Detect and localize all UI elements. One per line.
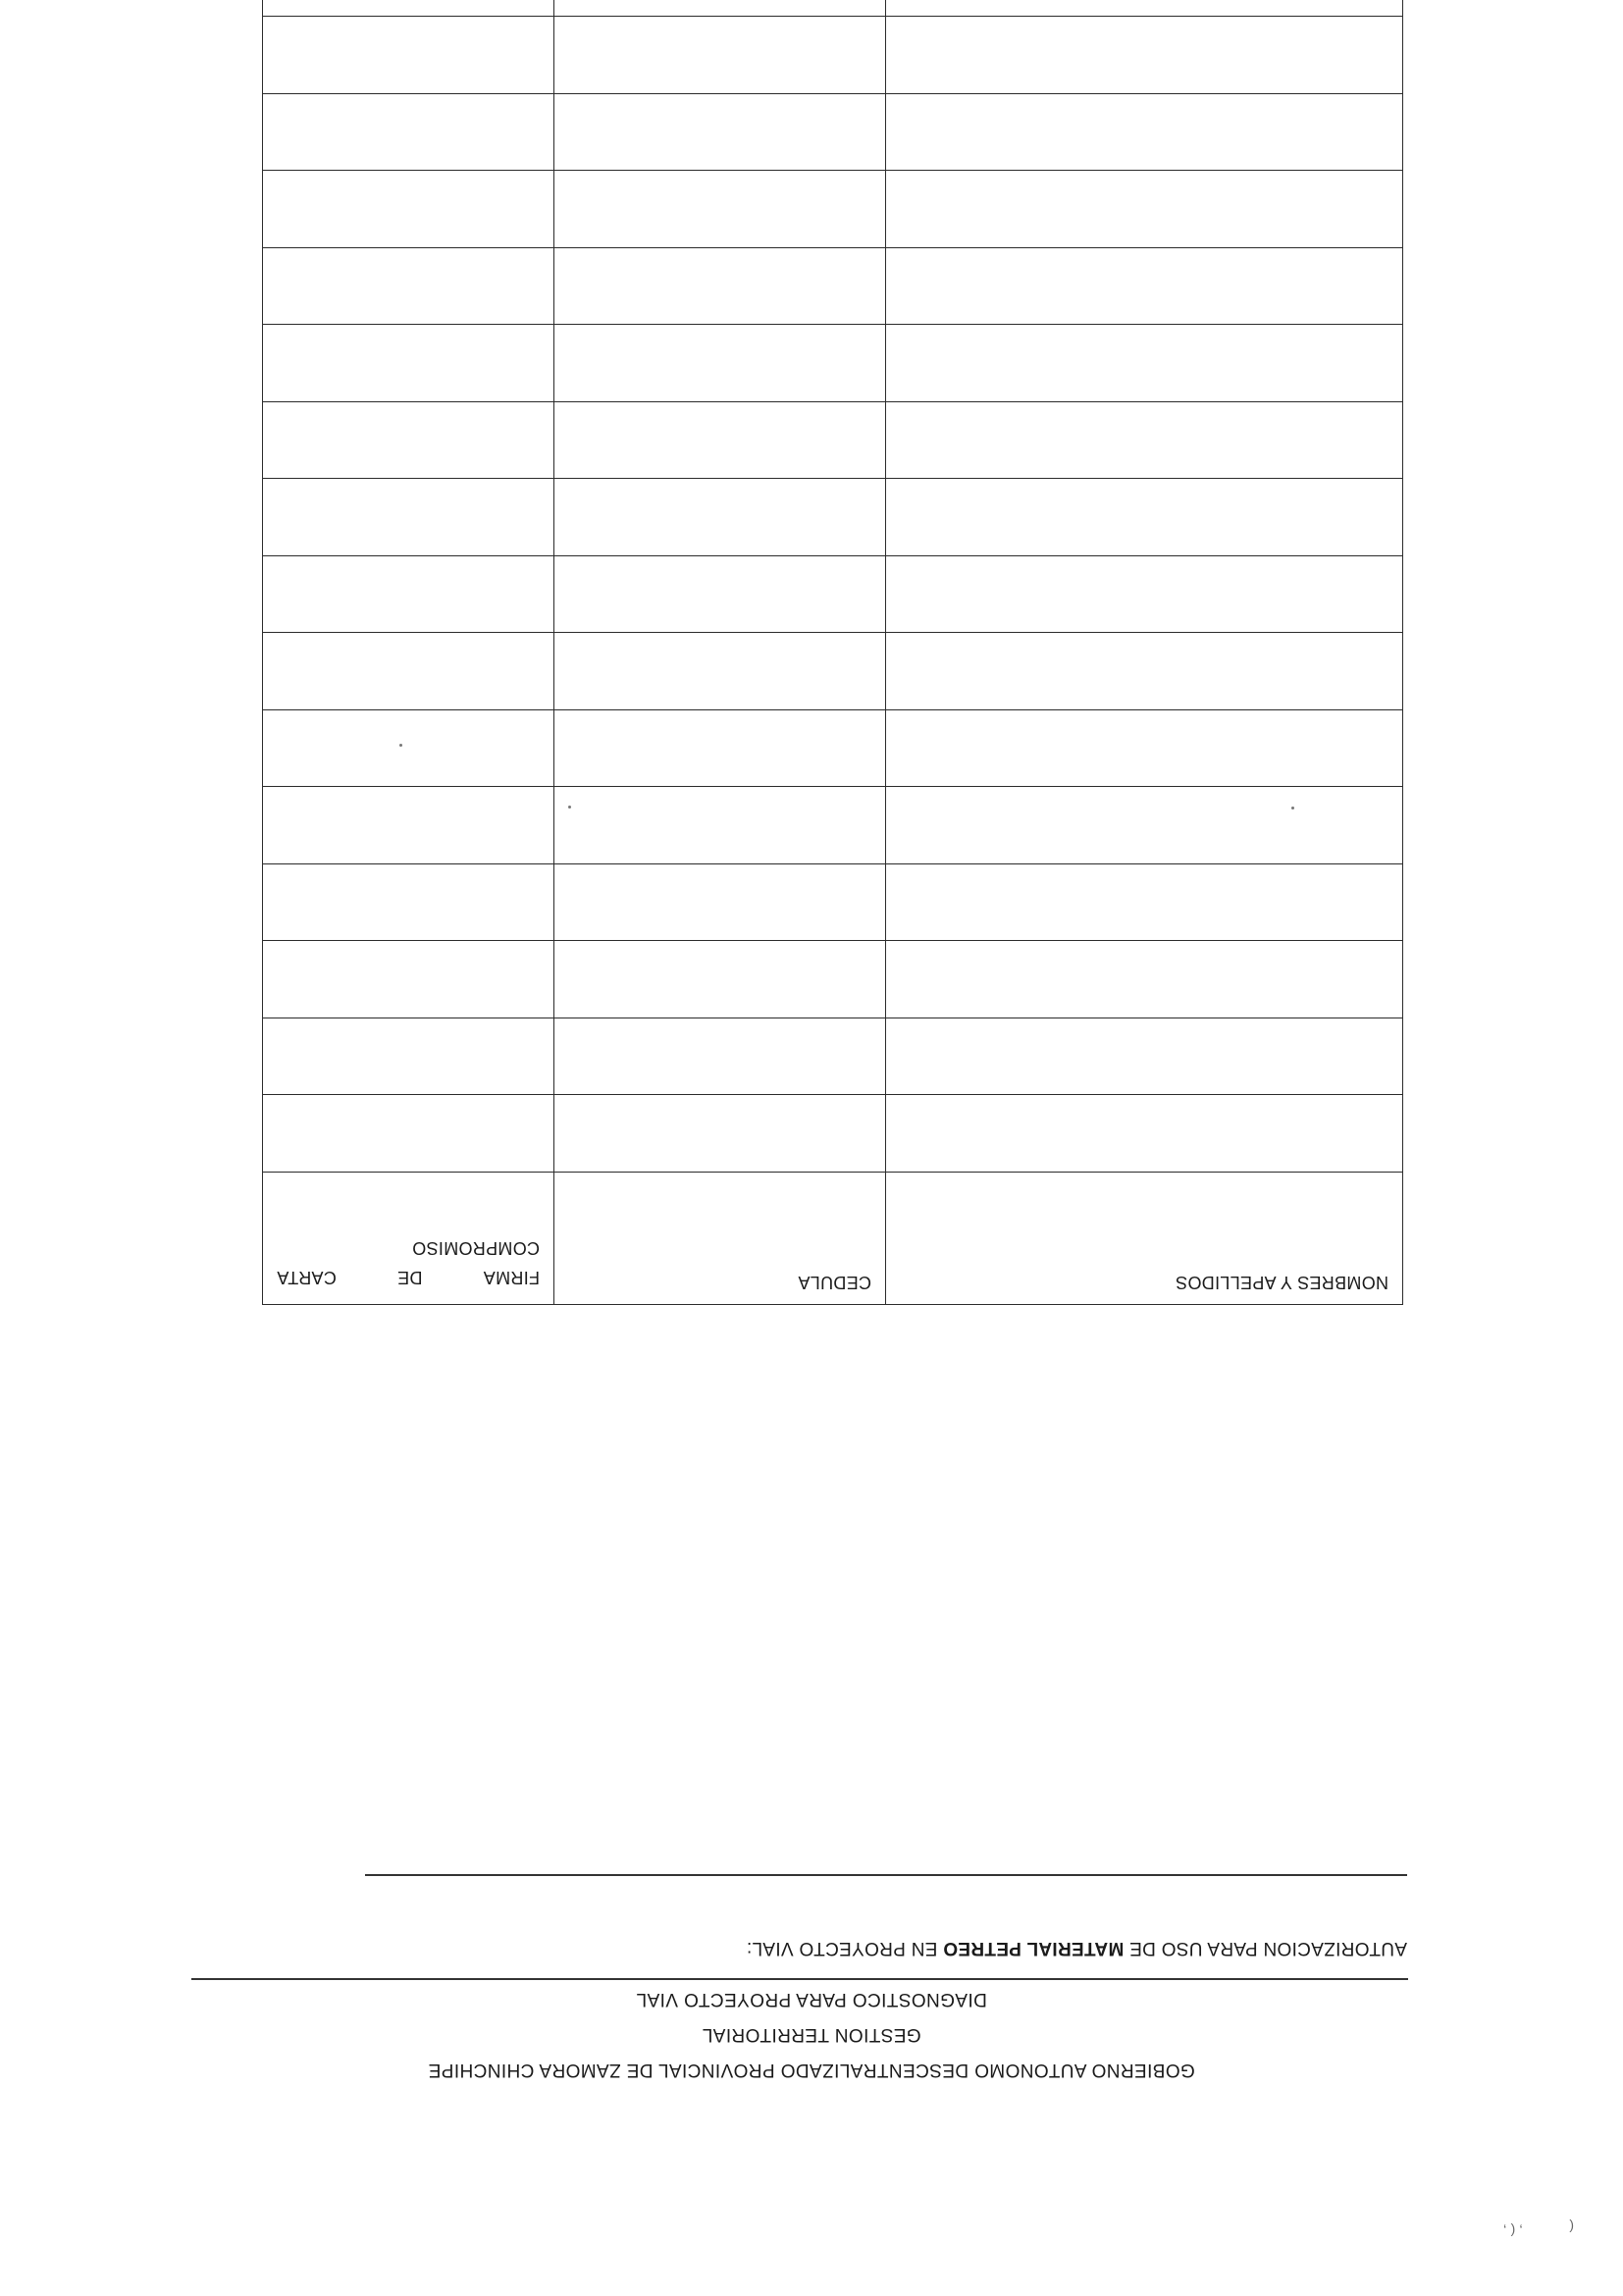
signature-cell[interactable]: [263, 17, 554, 94]
signature-header-words: FIRMA DE CARTA: [277, 1268, 540, 1287]
scan-corner-mark: (: [1569, 2219, 1574, 2235]
name-cell[interactable]: [886, 864, 1403, 942]
cedula-cell[interactable]: [554, 1095, 886, 1173]
signature-cell[interactable]: [263, 556, 554, 634]
name-cell[interactable]: [886, 0, 1403, 17]
table-row: [263, 248, 1403, 326]
cedula-cell[interactable]: [554, 1018, 886, 1096]
cedula-cell[interactable]: [554, 248, 886, 326]
signature-cell[interactable]: [263, 710, 554, 788]
table-row: [263, 1018, 1403, 1096]
cedula-cell[interactable]: [554, 94, 886, 172]
header-subject: DIAGNOSTICO PARA PROYECTO VIAL: [636, 1989, 987, 2009]
cedula-cell[interactable]: [554, 17, 886, 94]
name-cell[interactable]: [886, 941, 1403, 1018]
name-cell[interactable]: [886, 1095, 1403, 1173]
table-row: [263, 941, 1403, 1018]
name-cell[interactable]: [886, 1018, 1403, 1096]
signature-cell[interactable]: [263, 1018, 554, 1096]
cedula-cell[interactable]: [554, 710, 886, 788]
table-row: [263, 171, 1403, 248]
name-cell[interactable]: [886, 633, 1403, 710]
name-cell[interactable]: [886, 710, 1403, 788]
signature-cell[interactable]: [263, 325, 554, 402]
header-institution: GOBIERNO AUTONOMO DESCENTRALIZADO PROVINCIAL DE ZAMORA CHINCHIPE: [428, 2060, 1195, 2080]
table-row: [263, 864, 1403, 942]
signature-cell[interactable]: [263, 0, 554, 17]
cedula-cell[interactable]: [554, 556, 886, 634]
cedula-cell[interactable]: [554, 864, 886, 942]
authorization-statement: [747, 1937, 1407, 1958]
column-header-cedula: CEDULA: [554, 1173, 886, 1305]
name-cell[interactable]: [886, 171, 1403, 248]
cedula-cell[interactable]: [554, 787, 886, 864]
signature-cell[interactable]: [263, 171, 554, 248]
cedula-cell[interactable]: [554, 633, 886, 710]
signature-cell[interactable]: [263, 787, 554, 864]
scan-speck: [399, 744, 402, 747]
table-header-row: [263, 1173, 1403, 1305]
table-row: [263, 787, 1403, 864]
signature-cell[interactable]: [263, 94, 554, 172]
name-cell[interactable]: [886, 325, 1403, 402]
table-row: [263, 17, 1403, 94]
signature-cell[interactable]: [263, 1095, 554, 1173]
signature-header-compromiso: COMPROMISO: [411, 1238, 540, 1259]
statement-underline: [365, 1874, 1407, 1876]
table-row: [263, 402, 1403, 480]
header-divider: [191, 1978, 1408, 1980]
cedula-cell[interactable]: [554, 325, 886, 402]
signature-cell[interactable]: [263, 633, 554, 710]
cedula-cell[interactable]: [554, 941, 886, 1018]
name-cell[interactable]: [886, 556, 1403, 634]
table-row: [263, 633, 1403, 710]
table-row: [263, 325, 1403, 402]
authorization-material: MATERIAL PETREO: [943, 1938, 1125, 1958]
cedula-cell[interactable]: [554, 402, 886, 480]
signature-cell[interactable]: [263, 402, 554, 480]
table-row: [263, 1095, 1403, 1173]
header-department: GESTION TERRITORIAL: [702, 2024, 921, 2045]
signature-cell[interactable]: [263, 479, 554, 556]
cedula-cell[interactable]: [554, 479, 886, 556]
scan-corner-mark: , ( ,: [1502, 2223, 1523, 2239]
column-header-names: NOMBRES Y APELLIDOS: [886, 1173, 1403, 1305]
table-row: [263, 556, 1403, 634]
signature-cell[interactable]: [263, 864, 554, 942]
column-header-signature: [263, 1173, 554, 1305]
signature-cell[interactable]: [263, 248, 554, 326]
scan-speck: [1291, 807, 1294, 809]
signatures-table: [262, 0, 1403, 1305]
name-cell[interactable]: [886, 248, 1403, 326]
authorization-suffix: EN PROYECTO VIAL:: [746, 1938, 943, 1958]
authorization-prefix: AUTORIZACION PARA USO DE: [1124, 1938, 1407, 1958]
name-cell[interactable]: [886, 94, 1403, 172]
cedula-cell[interactable]: [554, 0, 886, 17]
table-body: [263, 0, 1403, 1173]
table-row: [263, 479, 1403, 556]
name-cell[interactable]: [886, 17, 1403, 94]
name-cell[interactable]: [886, 787, 1403, 864]
table-row: [263, 94, 1403, 172]
name-cell[interactable]: [886, 479, 1403, 556]
table-row: [263, 0, 1403, 17]
cedula-cell[interactable]: [554, 171, 886, 248]
table-row: [263, 710, 1403, 788]
document-header: [0, 1962, 1623, 2080]
signature-cell[interactable]: [263, 941, 554, 1018]
scan-speck: [568, 806, 571, 809]
name-cell[interactable]: [886, 402, 1403, 480]
